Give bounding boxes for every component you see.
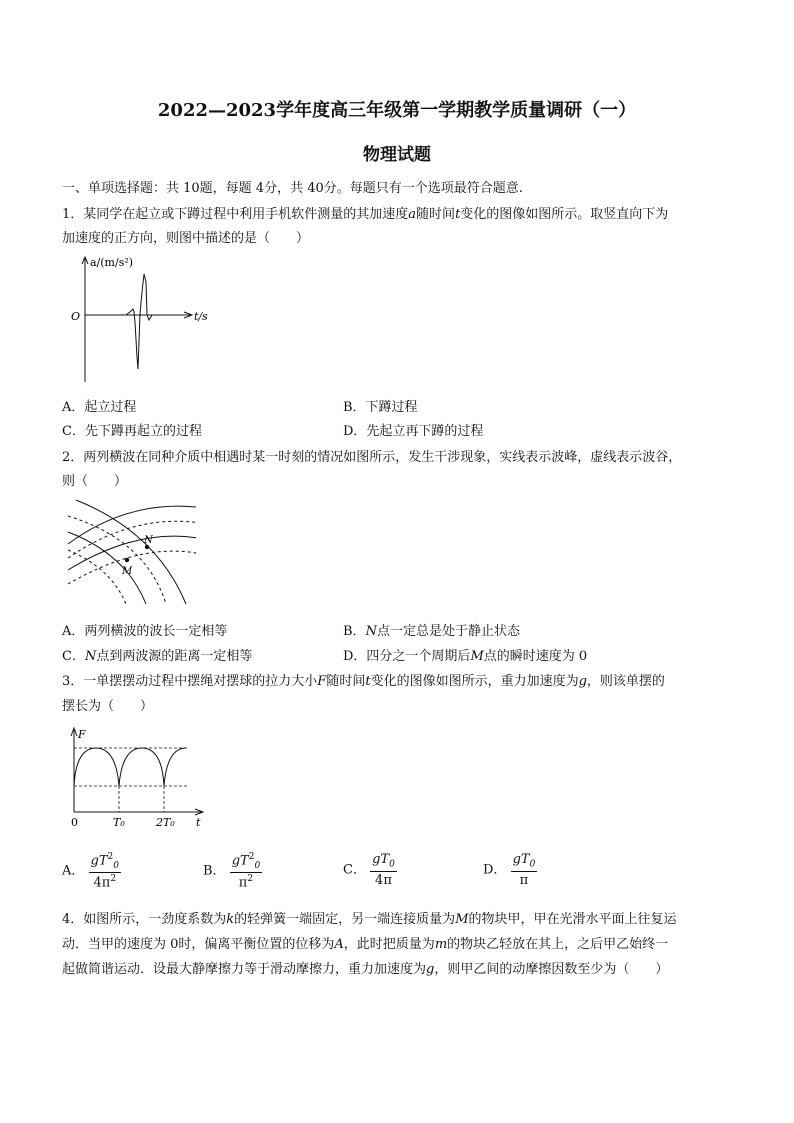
q3-tick-2t0: 2T₀ <box>156 816 175 829</box>
q1-option-a[interactable]: A．起立过程 <box>62 400 137 415</box>
q3-option-b-fraction: $\frac{gT^2_0}{\pi^2}$ <box>231 852 261 891</box>
q1-option-b[interactable]: B．下蹲过程 <box>343 400 418 415</box>
q1-line2: 加速度的正方向，则图中描述的是（ ） <box>62 231 310 246</box>
q3-option-b[interactable]: B． $\frac{gT^2_0}{\pi^2}$ <box>203 852 261 891</box>
q3-y-label: F <box>78 728 86 741</box>
q2-line1: 2．两列横波在同种介质中相遇时某一时刻的情况如图所示，发生干涉现象，实线表示波峰，虚线表示波谷， <box>62 450 682 465</box>
q2-label-m: M <box>122 566 133 577</box>
q3-option-a[interactable]: A． $\frac{gT^2_0}{4\pi^2}$ <box>62 852 119 891</box>
q2-option-b[interactable]: B．N点一定总是处于静止状态 <box>343 624 520 639</box>
q3-option-c[interactable]: C． $\frac{gT_0}{4\pi}$ <box>343 852 395 888</box>
q4-line2: 动．当甲的速度为 0时，偏离平衡位置的位移为A，此时把质量为m的物块乙轻放在其上，之后甲乙始终一 <box>62 937 669 952</box>
q2-line2: 则（ ） <box>62 474 128 489</box>
q3-option-d[interactable]: D． $\frac{gT_0}{\pi}$ <box>483 852 536 888</box>
q1-option-c[interactable]: C．先下蹲再起立的过程 <box>62 424 202 439</box>
point-m <box>125 558 129 562</box>
q1-y-label: a/(m/s²) <box>90 256 134 269</box>
q1-line1: 1．某同学在起立或下蹲过程中利用手机软件测量的其加速度a随时间t变化的图像如图所示。取竖直向下为 <box>62 207 669 222</box>
q4-line1: 4．如图所示，一劲度系数为k的轻弹簧一端固定，另一端连接质量为M的物块甲，甲在光滑水平面上往复运 <box>62 912 677 927</box>
exam-subtitle: 物理试题 <box>363 145 431 165</box>
q2-option-a[interactable]: A．两列横波的波长一定相等 <box>62 624 228 639</box>
q3-option-d-fraction: $\frac{gT_0}{\pi}$ <box>512 852 536 888</box>
q1-acceleration-graph <box>66 252 216 387</box>
q3-line1: 3．一单摆摆动过程中摆绳对摆球的拉力大小F随时间t变化的图像如图所示，重力加速度为g，则该单摆的 <box>62 674 665 689</box>
exam-title: 2022—2023学年度高三年级第一学期教学质量调研（一） <box>157 100 637 121</box>
q1-option-d[interactable]: D．先起立再下蹲的过程 <box>343 424 484 439</box>
q3-force-graph <box>62 722 212 830</box>
q4-line3: 起做简谐运动．设最大静摩擦力等于滑动摩擦力，重力加速度为g，则甲乙间的动摩擦因数至少为（ ） <box>62 962 669 977</box>
q3-option-c-fraction: $\frac{gT_0}{4\pi}$ <box>372 852 395 888</box>
q3-origin-label: 0 <box>71 816 78 829</box>
section-heading: 一、单项选择题：共 10题，每题 4分，共 40分。每题只有一个选项最符合题意. <box>62 181 523 196</box>
q2-label-n: N <box>144 535 153 546</box>
q2-option-c[interactable]: C．N点到两波源的距离一定相等 <box>62 649 253 664</box>
q3-tick-t0: T₀ <box>113 816 125 829</box>
q2-option-d[interactable]: D．四分之一个周期后M点的瞬时速度为 0 <box>343 649 588 664</box>
q3-option-a-fraction: $\frac{gT^2_0}{4\pi^2}$ <box>90 852 119 891</box>
q2-interference-graph <box>66 492 196 607</box>
q1-x-label: t/s <box>194 310 208 323</box>
q3-line2: 摆长为（ ） <box>62 699 154 714</box>
q3-x-label: t <box>196 816 201 829</box>
q1-origin-label: O <box>71 310 81 323</box>
